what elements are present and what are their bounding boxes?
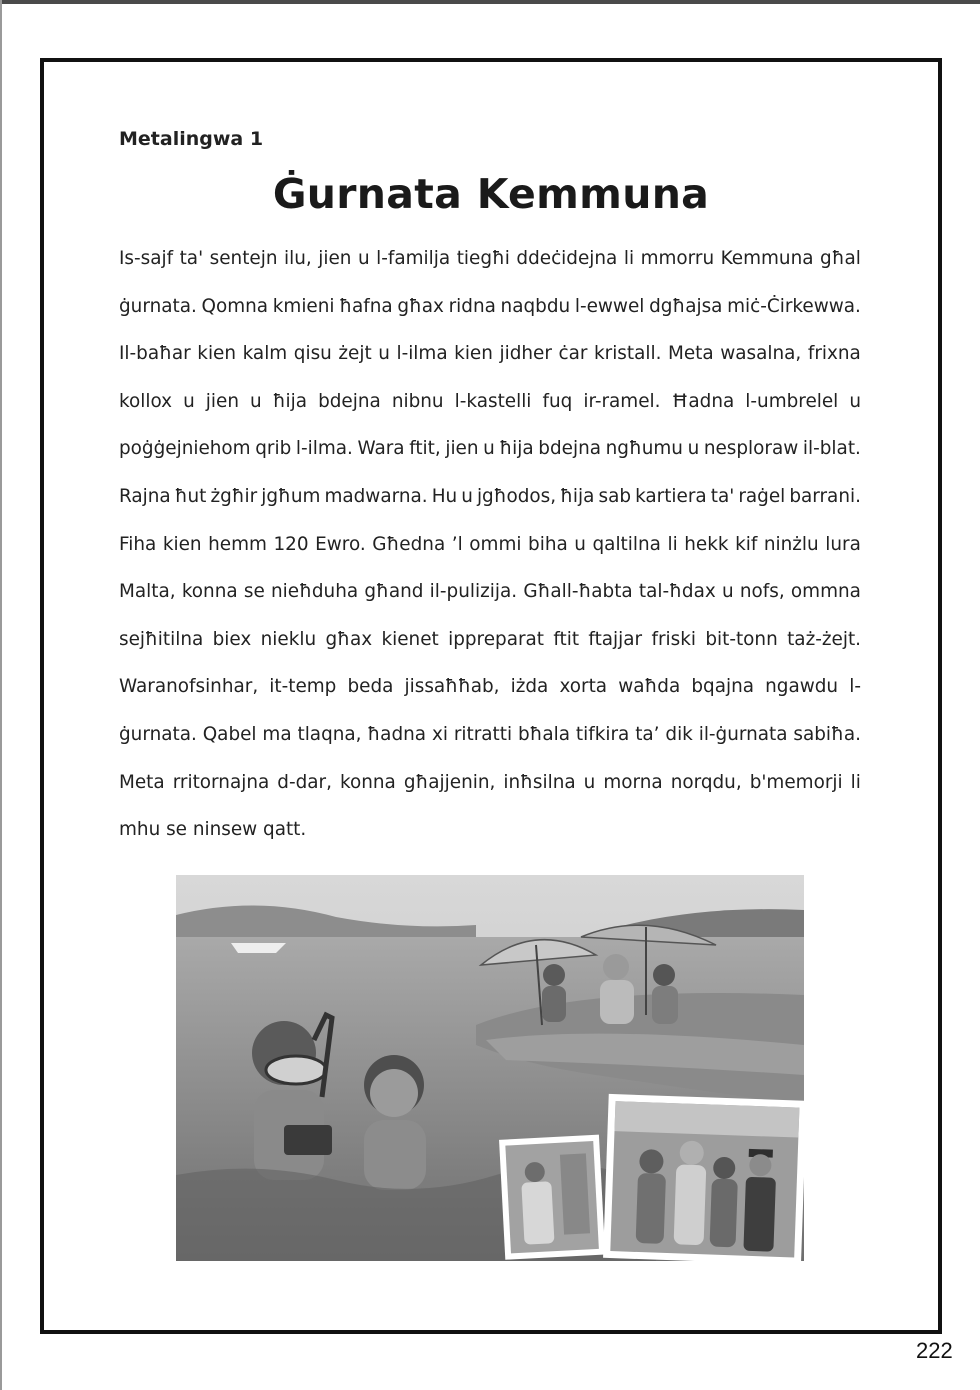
text-line: Is-sajf ta' sentejn ilu, jien u l-familja tiegħi ddeċidejna li mmorru Kemmuna għal [119, 248, 861, 269]
section-label: Metalingwa 1 [119, 128, 264, 150]
text-line: poġġejniehom qrib l-ilma. Wara ftit, jien u ħija bdejna ngħumu u nesploraw il-blat. [119, 438, 861, 460]
story-text [119, 240, 861, 859]
text-line: ġurnata. Qabel ma tlaqna, ħadna xi ritratti bħala tifkira ta’ dik il-ġurnata sabiħa. [119, 723, 861, 745]
left-edge-line [0, 0, 2, 1390]
text-line: Rajna ħut żgħir jgħum madwarna. Hu u jgħodos, ħija sab kartiera ta' raġel barrani. [119, 485, 861, 507]
text-line: Waranofsinhar, it-temp beda jissaħħab, iżda xorta waħda bqajna ngawdu l- [119, 676, 861, 698]
text-line: Meta rritornajna d-dar, konna għajjenin, inħsilna u morna norqdu, b'memorji li [119, 771, 861, 793]
text-line: Fiha kien hemm 120 Ewro. Għedna ’l ommi biha u qaltilna li hekk kif ninżlu lura [119, 533, 861, 555]
text-line: kollox u jien u ħija bdejna nibnu l-kastelli fuq ir-ramel. Ħadna l-umbrelel u [119, 390, 861, 412]
top-edge-bar [0, 0, 980, 4]
text-line: mhu se ninsew qatt. [119, 819, 307, 841]
page-number: 222 [916, 1338, 953, 1363]
beach-illustration [176, 875, 804, 1261]
text-line: Malta, konna se nieħduha għand il-pulizija. Għall-ħabta tal-ħdax u nofs, ommna [119, 581, 861, 603]
text-line: sejħitilna biex nieklu għax kienet ippreparat ftit ftajjar friski bit-tonn taż-żejt. [119, 628, 861, 650]
text-line: Il-baħar kien kalm qisu żejt u l-ilma kien jidher ċar kristall. Meta wasalna, frixna [119, 343, 861, 365]
text-line: ġurnata. Qomna kmieni ħafna għax ridna naqbdu l-ewwel dgħajsa miċ-Ċirkewwa. [119, 295, 861, 317]
page-title: Ġurnata Kemmuna [272, 170, 710, 218]
